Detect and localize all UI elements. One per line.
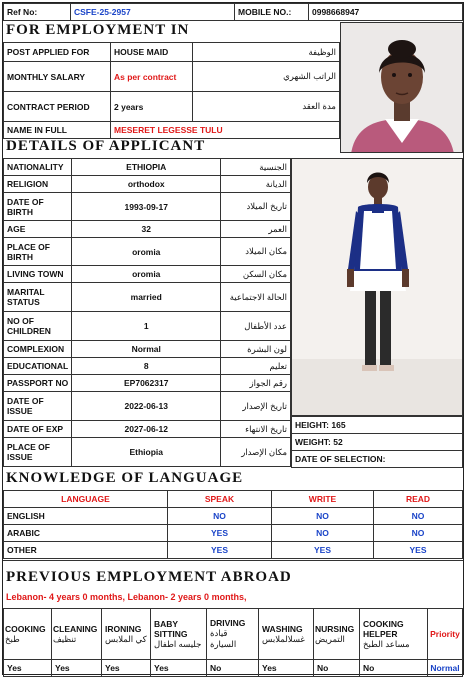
ref-value: CSFE-25-2957 [71,4,235,21]
details-label: AGE [4,221,72,238]
header-table [3,3,463,21]
skill-header [4,609,52,660]
details-value: orthodox [72,176,221,193]
language-title: KNOWLEDGE OF LANGUAGE [6,470,244,486]
details-label-ar: تاريخ الإصدار [221,392,291,421]
employment-row [4,62,340,92]
details-label: DATE OF BIRTH [4,193,72,221]
details-row [4,375,291,392]
details-row [4,238,291,266]
skill-name-ar: قيادة السيارة [210,628,237,649]
measurements-table [291,416,463,468]
skill-header [360,609,428,660]
details-value: ETHIOPIA [72,159,221,176]
write-value: NO [272,508,374,525]
details-row [4,392,291,421]
language-name: ARABIC [4,525,168,542]
skill-value: Yes [151,660,207,677]
details-label: NATIONALITY [4,159,72,176]
employment-label: NAME IN FULL [4,122,111,139]
employment-label: MONTHLY SALARY [4,62,111,92]
details-label: PLACE OF BIRTH [4,238,72,266]
skill-name-ar: جليسه اطفال [154,638,202,649]
write-value: NO [272,525,374,542]
employment-label: POST APPLIED FOR [4,43,111,62]
details-label: PLACE OF ISSUE [4,438,72,467]
details-row [4,266,291,283]
speak-value: NO [168,508,272,525]
applicant-name: MESERET LEGESSE TULU [111,122,340,139]
details-label-ar: مكان الإصدار [221,438,291,467]
read-value: YES [374,542,463,559]
details-value: Normal [72,341,221,358]
skill-header [151,609,207,660]
speak-value: YES [168,542,272,559]
skill-value: Yes [52,660,102,677]
employment-label-ar: الراتب الشهري [193,62,340,92]
employment-row [4,43,340,62]
speak-value: YES [168,525,272,542]
details-table [3,158,291,467]
speak-col-header: SPEAK [168,491,272,508]
language-name: ENGLISH [4,508,168,525]
details-label-ar: الحالة الاجتماعية [221,283,291,312]
write-value: YES [272,542,374,559]
skill-name: WASHING [262,623,303,634]
mobile-label: MOBILE NO.: [235,4,309,21]
details-label: LIVING TOWN [4,266,72,283]
details-row [4,159,291,176]
skill-value: Yes [4,660,52,677]
employment-value: 2 years [111,92,193,122]
details-row [4,283,291,312]
skill-name-ar: التمريض [315,633,345,644]
details-value: 1993-09-17 [72,193,221,221]
skill-name: COOKING HELPER [363,618,404,639]
details-label-ar: العمر [221,221,291,238]
priority-header: Priority [428,609,463,660]
skill-header [314,609,360,660]
details-row [4,176,291,193]
skill-header [102,609,151,660]
employment-value: HOUSE MAID [111,43,193,62]
details-label-ar: تاريخ الميلاد [221,193,291,221]
selection-date: DATE OF SELECTION: [292,451,463,468]
details-value: married [72,283,221,312]
details-row [4,221,291,238]
skill-name-ar: مساعد الطبخ [363,638,410,649]
priority-value: Normal [428,660,463,677]
employment-title: FOR EMPLOYMENT IN [6,22,190,38]
employment-label: CONTRACT PERIOD [4,92,111,122]
skill-name-ar: طبخ [5,633,20,644]
skill-value: No [207,660,259,677]
details-label: COMPLEXION [4,341,72,358]
language-row [4,525,463,542]
previous-summary: Lebanon- 4 years 0 months, Lebanon- 2 years 0 months, [6,592,247,602]
employment-row [4,92,340,122]
skill-name: IRONING [105,623,142,634]
skills-value-row [4,660,463,677]
details-value: Ethiopia [72,438,221,467]
previous-title: PREVIOUS EMPLOYMENT ABROAD [6,569,292,585]
skill-name-ar: غسلالملابس [262,633,305,644]
details-label: RELIGION [4,176,72,193]
details-value: EP7062317 [72,375,221,392]
application-form [2,2,464,675]
details-value: 2027-06-12 [72,421,221,438]
skill-value: No [360,660,428,677]
read-value: NO [374,525,463,542]
details-value: 8 [72,358,221,375]
headshot-photo [340,22,463,153]
details-label-ar: الديانة [221,176,291,193]
details-label-ar: تاريخ الانتهاء [221,421,291,438]
details-title: DETAILS OF APPLICANT [6,138,206,154]
language-col-header: LANGUAGE [4,491,168,508]
language-name: OTHER [4,542,168,559]
details-label: NO OF CHILDREN [4,312,72,341]
language-row [4,542,463,559]
details-value: 32 [72,221,221,238]
skill-value: Yes [102,660,151,677]
details-label-ar: لون البشرة [221,341,291,358]
details-value: oromia [72,266,221,283]
details-label-ar: مكان الميلاد [221,238,291,266]
skill-name: DRIVING [210,618,246,628]
skill-header [259,609,314,660]
details-label: EDUCATIONAL [4,358,72,375]
full-body-photo [291,158,463,416]
divider [3,560,463,561]
employment-row [4,122,340,139]
employment-value: As per contract [111,62,193,92]
read-value: NO [374,508,463,525]
details-label-ar: تعليم [221,358,291,375]
employment-table [3,42,340,139]
details-label-ar: مكان السكن [221,266,291,283]
details-label: PASSPORT NO [4,375,72,392]
details-value: 1 [72,312,221,341]
read-col-header: READ [374,491,463,508]
details-label: DATE OF EXP [4,421,72,438]
skill-value: No [314,660,360,677]
skill-name-ar: كي الملابس [105,633,147,644]
details-value: 2022-06-13 [72,392,221,421]
details-row [4,312,291,341]
skill-header [52,609,102,660]
details-label: MARITAL STATUS [4,283,72,312]
details-value: oromia [72,238,221,266]
ref-label: Ref No: [4,4,71,21]
details-row [4,438,291,467]
details-row [4,341,291,358]
details-label-ar: عدد الأطفال [221,312,291,341]
details-row [4,358,291,375]
employment-label-ar: مدة العقد [193,92,340,122]
details-row [4,421,291,438]
skill-name: BABY SITTING [154,618,188,639]
weight-value: WEIGHT: 52 [292,434,463,451]
details-row [4,193,291,221]
details-label-ar: الجنسية [221,159,291,176]
height-value: HEIGHT: 165 [292,417,463,434]
skills-table [3,608,463,677]
language-table [3,490,463,559]
skill-name: NURSING [315,623,355,634]
language-header-row [4,491,463,508]
skills-header-row [4,609,463,660]
skill-header [207,609,259,660]
skill-value: Yes [259,660,314,677]
language-row [4,508,463,525]
details-label-ar: رقم الجواز [221,375,291,392]
skill-name-ar: تنظيف [53,633,77,644]
skill-name: COOKING [5,623,46,634]
mobile-value: 0998668947 [309,4,463,21]
employment-label-ar: الوظيفة [193,43,340,62]
skill-name: CLEANING [53,623,98,634]
write-col-header: WRITE [272,491,374,508]
details-label: DATE OF ISSUE [4,392,72,421]
